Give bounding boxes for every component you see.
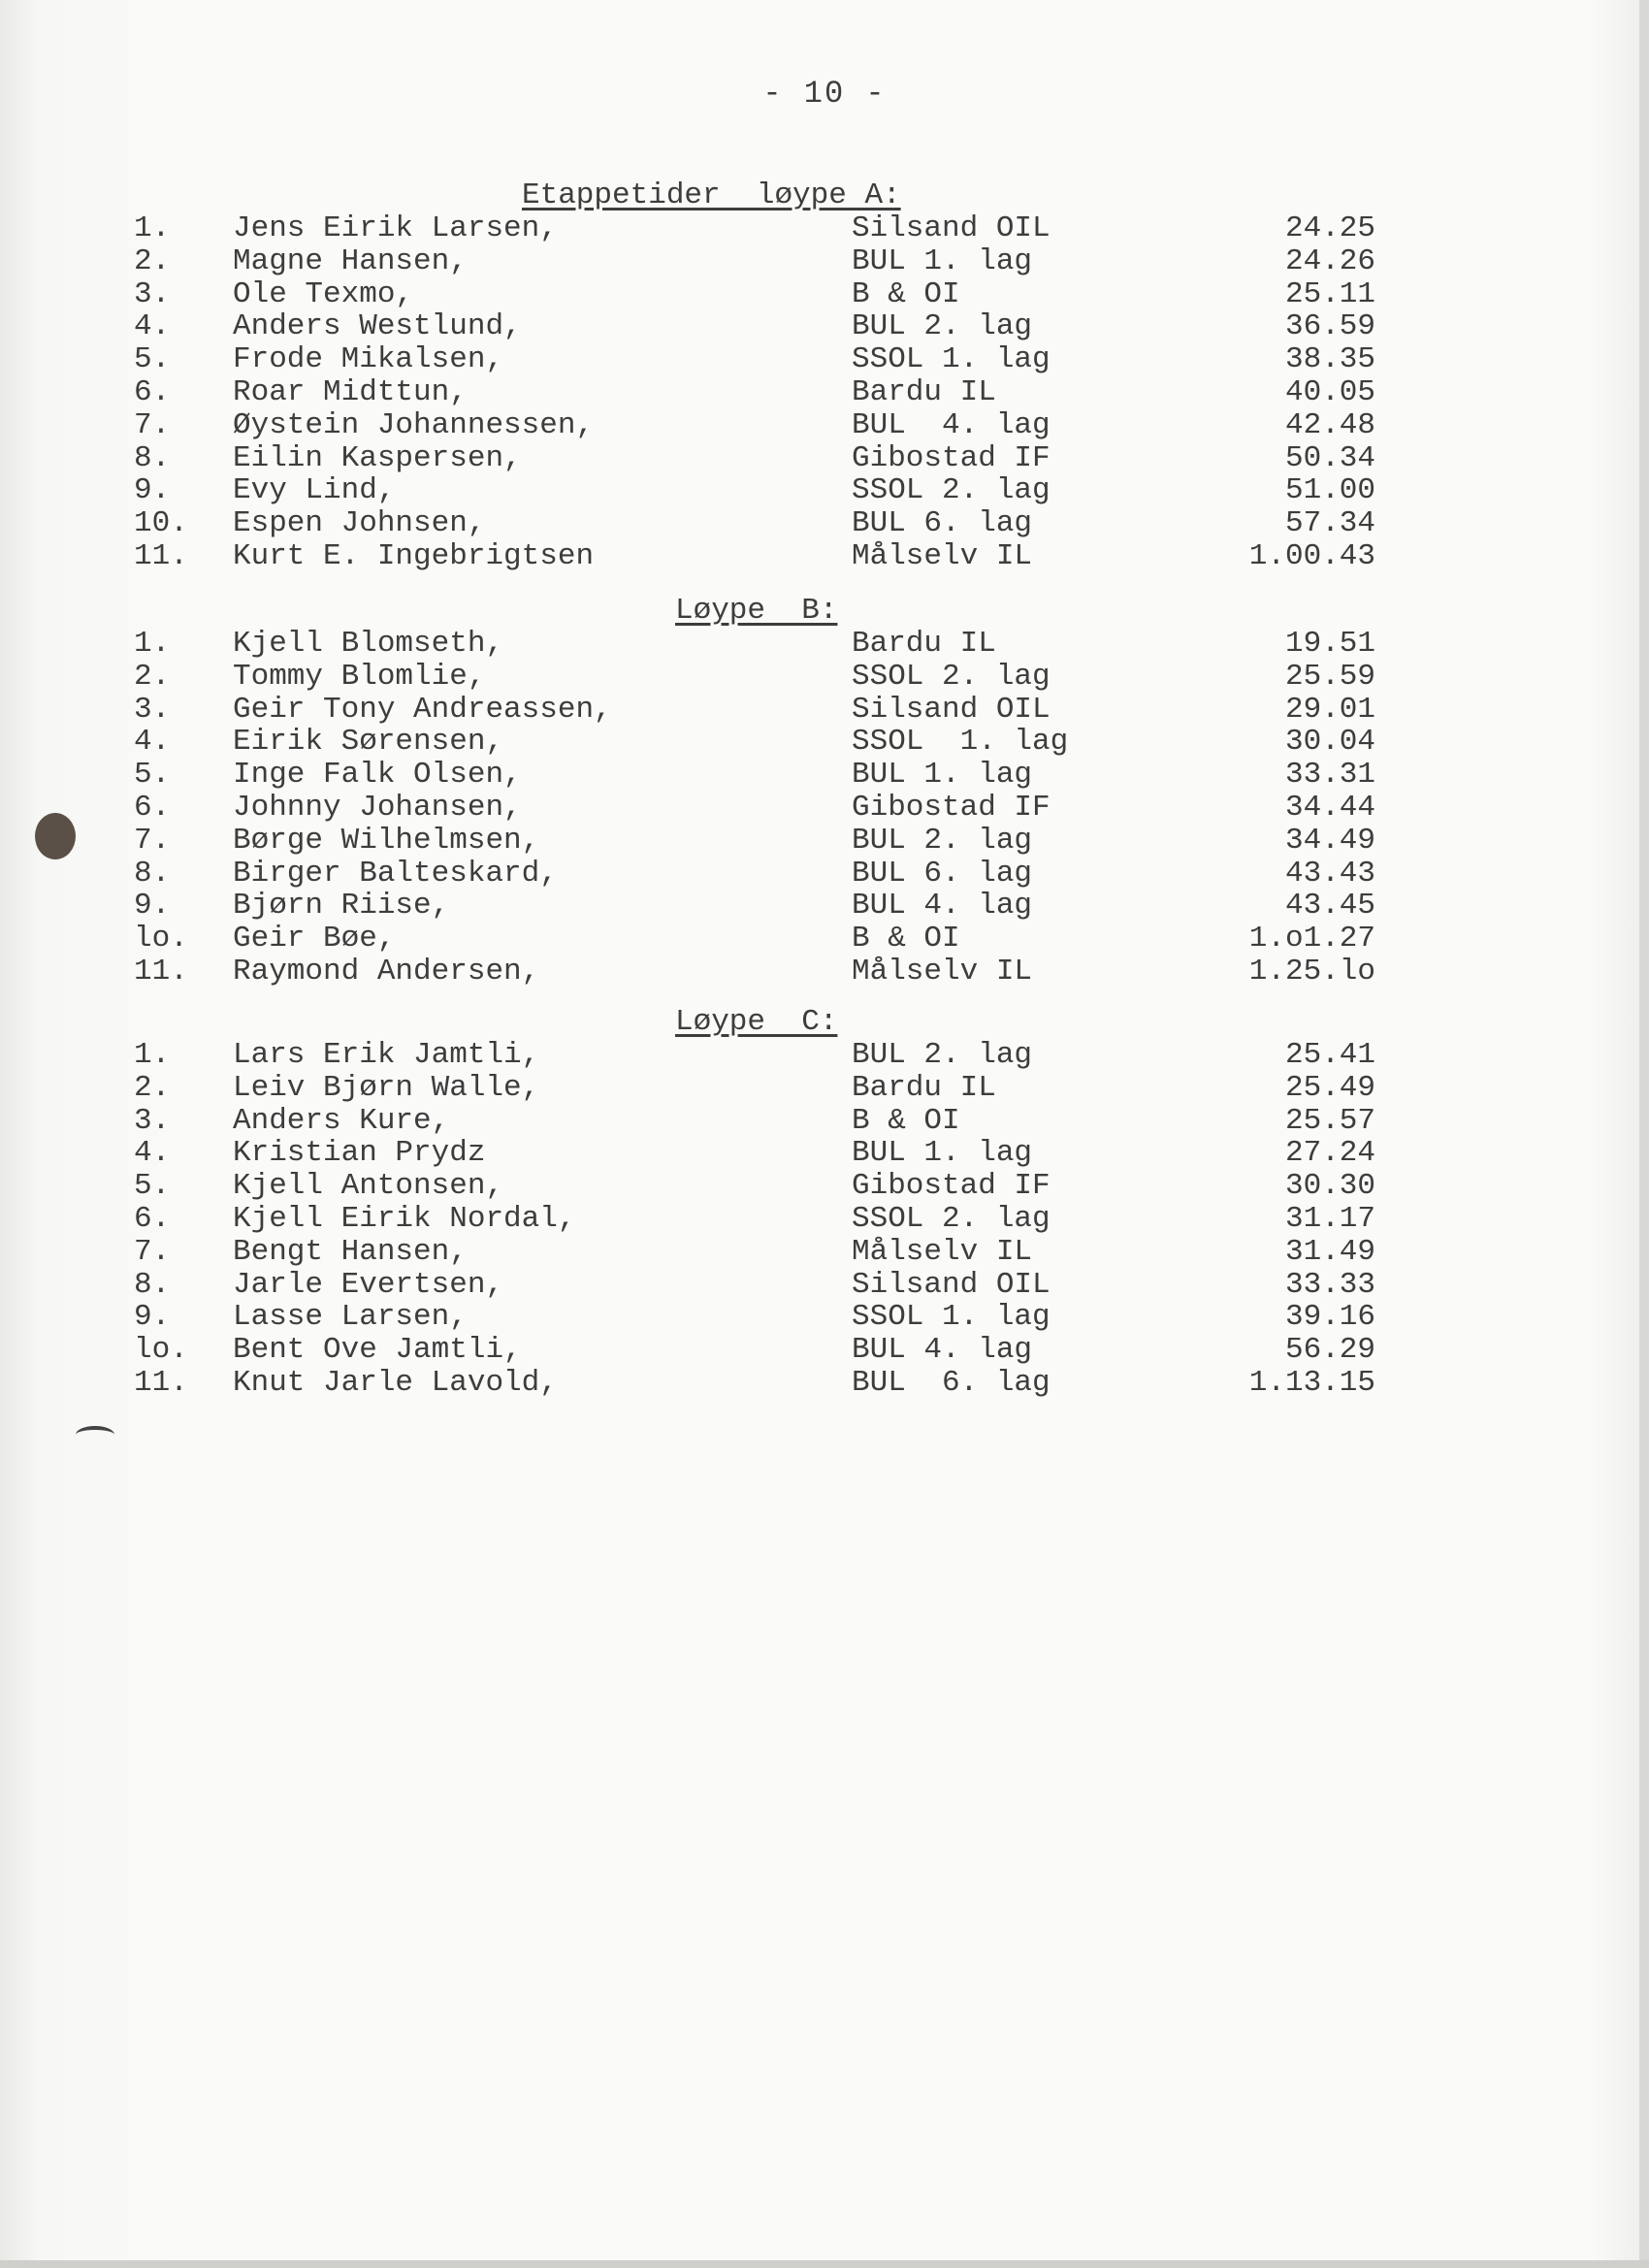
stage-time: 39.16 xyxy=(1284,1300,1375,1335)
stage-time: 1.13.15 xyxy=(1248,1366,1375,1400)
club-name: SSOL 2. lag xyxy=(852,1202,1051,1236)
athlete-name: Ole Texmo, xyxy=(233,276,414,311)
result-row xyxy=(0,627,1649,660)
result-row xyxy=(0,1366,1649,1399)
athlete-name: Børge Wilhelmsen, xyxy=(233,823,540,858)
stage-time: 42.48 xyxy=(1284,407,1375,442)
club-name: SSOL 1. lag xyxy=(852,725,1069,760)
result-row xyxy=(0,1038,1649,1071)
stage-time: 27.24 xyxy=(1284,1136,1375,1171)
stage-time: 34.44 xyxy=(1284,791,1375,825)
stage-time: 33.31 xyxy=(1284,758,1375,793)
rank-number: 8. xyxy=(134,440,171,475)
club-name: B & OI xyxy=(852,1103,960,1138)
athlete-name: Øystein Johannessen, xyxy=(233,407,595,442)
rank-number: 7. xyxy=(134,407,171,442)
athlete-name: Espen Johnsen, xyxy=(233,506,486,541)
result-row xyxy=(0,506,1649,539)
stage-time: 36.59 xyxy=(1284,309,1375,344)
rank-number: 8. xyxy=(134,856,171,891)
stage-time: 57.34 xyxy=(1284,506,1375,541)
club-name: BUL 4. lag xyxy=(852,407,1051,442)
result-row xyxy=(0,539,1649,572)
stage-time: 33.33 xyxy=(1284,1267,1375,1302)
stage-time: 56.29 xyxy=(1284,1333,1375,1368)
result-row xyxy=(0,473,1649,506)
club-name: B & OI xyxy=(852,922,960,956)
athlete-name: Knut Jarle Lavold, xyxy=(233,1366,558,1400)
rank-number: 2. xyxy=(134,1070,171,1105)
club-name: B & OI xyxy=(852,276,960,311)
athlete-name: Tommy Blomlie, xyxy=(233,659,486,694)
result-row xyxy=(0,375,1649,408)
rank-number: 2. xyxy=(134,243,171,278)
athlete-name: Kjell Antonsen, xyxy=(233,1169,504,1204)
result-row xyxy=(0,922,1649,955)
result-row xyxy=(0,1136,1649,1169)
stage-time: 30.30 xyxy=(1284,1169,1375,1204)
rank-number: 1. xyxy=(134,1038,171,1072)
athlete-name: Eirik Sørensen, xyxy=(233,725,504,760)
rank-number: 6. xyxy=(134,791,171,825)
rank-number: 3. xyxy=(134,1103,171,1138)
result-row xyxy=(0,824,1649,857)
athlete-name: Anders Westlund, xyxy=(233,309,522,344)
punch-hole-mark xyxy=(76,1426,114,1443)
club-name: Gibostad IF xyxy=(852,440,1051,475)
club-name: SSOL 2. lag xyxy=(852,473,1051,508)
result-row xyxy=(0,791,1649,824)
stage-time: 34.49 xyxy=(1284,823,1375,858)
stage-time: 25.59 xyxy=(1284,659,1375,694)
stage-time: 1.o1.27 xyxy=(1248,922,1375,956)
club-name: SSOL 1. lag xyxy=(852,342,1051,377)
club-name: BUL 6. lag xyxy=(852,1366,1051,1400)
rank-number: 5. xyxy=(134,758,171,793)
club-name: SSOL 2. lag xyxy=(852,659,1051,694)
club-name: SSOL 1. lag xyxy=(852,1300,1051,1335)
result-row xyxy=(0,1235,1649,1268)
stage-time: 31.49 xyxy=(1284,1234,1375,1269)
club-name: BUL 1. lag xyxy=(852,243,1033,278)
section-heading-a: Etappetider løype A: xyxy=(522,178,901,212)
result-row xyxy=(0,1333,1649,1366)
result-row xyxy=(0,725,1649,758)
rank-number: 1. xyxy=(134,627,171,661)
athlete-name: Geir Tony Andreassen, xyxy=(233,692,612,727)
stage-time: 1.00.43 xyxy=(1248,539,1375,573)
club-name: BUL 2. lag xyxy=(852,1038,1033,1072)
athlete-name: Bengt Hansen, xyxy=(233,1234,468,1269)
result-row xyxy=(0,408,1649,441)
stage-time: 38.35 xyxy=(1284,342,1375,377)
result-row xyxy=(0,857,1649,890)
rank-number: 4. xyxy=(134,1136,171,1171)
athlete-name: Lars Erik Jamtli, xyxy=(233,1038,540,1072)
athlete-name: Anders Kure, xyxy=(233,1103,450,1138)
result-row xyxy=(0,955,1649,988)
rank-number: 5. xyxy=(134,342,171,377)
athlete-name: Kjell Eirik Nordal, xyxy=(233,1202,576,1236)
rank-number: 4. xyxy=(134,309,171,344)
stage-time: 30.04 xyxy=(1284,725,1375,760)
page-number: - 10 - xyxy=(762,76,887,112)
athlete-name: Kjell Blomseth, xyxy=(233,627,504,661)
club-name: Bardu IL xyxy=(852,627,996,661)
result-row xyxy=(0,342,1649,375)
rank-number: 9. xyxy=(134,473,171,508)
rank-number: 2. xyxy=(134,659,171,694)
stage-time: 31.17 xyxy=(1284,1202,1375,1236)
athlete-name: Birger Balteskard, xyxy=(233,856,558,891)
rank-number: 8. xyxy=(134,1267,171,1302)
stage-time: 40.05 xyxy=(1284,375,1375,409)
rank-number: lo. xyxy=(134,1333,188,1368)
stage-time: 24.25 xyxy=(1284,211,1375,245)
paper-edge-bottom xyxy=(0,2260,1649,2268)
result-row xyxy=(0,1202,1649,1235)
rank-number: 11. xyxy=(134,955,188,988)
stage-time: 43.45 xyxy=(1284,889,1375,923)
athlete-name: Frode Mikalsen, xyxy=(233,342,504,377)
athlete-name: Kristian Prydz xyxy=(233,1136,486,1171)
result-row xyxy=(0,1300,1649,1333)
result-row xyxy=(0,1104,1649,1137)
result-row xyxy=(0,1169,1649,1202)
athlete-name: Jarle Evertsen, xyxy=(233,1267,504,1302)
stage-time: 24.26 xyxy=(1284,243,1375,278)
stage-time: 51.00 xyxy=(1284,473,1375,508)
club-name: BUL 4. lag xyxy=(852,1333,1033,1368)
rank-number: 9. xyxy=(134,1300,171,1335)
athlete-name: Raymond Andersen, xyxy=(233,955,540,988)
result-row xyxy=(0,693,1649,726)
rank-number: 10. xyxy=(134,506,188,541)
club-name: Målselv IL xyxy=(852,539,1033,573)
athlete-name: Eilin Kaspersen, xyxy=(233,440,522,475)
rank-number: 7. xyxy=(134,823,171,858)
club-name: Målselv IL xyxy=(852,1234,1033,1269)
athlete-name: Bent Ove Jamtli, xyxy=(233,1333,522,1368)
club-name: Silsand OIL xyxy=(852,692,1051,727)
section-heading-c: Løype C: xyxy=(675,1005,838,1039)
club-name: BUL 1. lag xyxy=(852,758,1033,793)
stage-time: 50.34 xyxy=(1284,440,1375,475)
athlete-name: Magne Hansen, xyxy=(233,243,468,278)
rank-number: 7. xyxy=(134,1234,171,1269)
club-name: BUL 2. lag xyxy=(852,309,1033,344)
club-name: Silsand OIL xyxy=(852,1267,1051,1302)
athlete-name: Kurt E. Ingebrigtsen xyxy=(233,539,595,573)
stage-time: 25.49 xyxy=(1284,1070,1375,1105)
club-name: BUL 1. lag xyxy=(852,1136,1033,1171)
rank-number: lo. xyxy=(134,922,188,956)
club-name: BUL 4. lag xyxy=(852,889,1033,923)
result-row xyxy=(0,277,1649,310)
rank-number: 4. xyxy=(134,725,171,760)
club-name: Silsand OIL xyxy=(852,211,1051,245)
athlete-name: Lasse Larsen, xyxy=(233,1300,468,1335)
athlete-name: Bjørn Riise, xyxy=(233,889,450,923)
rank-number: 1. xyxy=(134,211,171,245)
rank-number: 3. xyxy=(134,692,171,727)
result-row xyxy=(0,758,1649,791)
result-row xyxy=(0,1071,1649,1104)
result-row xyxy=(0,1268,1649,1301)
stage-time: 29.01 xyxy=(1284,692,1375,727)
rank-number: 6. xyxy=(134,375,171,409)
club-name: Gibostad IF xyxy=(852,791,1051,825)
stage-time: 43.43 xyxy=(1284,856,1375,891)
athlete-name: Geir Bøe, xyxy=(233,922,396,956)
athlete-name: Roar Midttun, xyxy=(233,375,468,409)
rank-number: 9. xyxy=(134,889,171,923)
result-row xyxy=(0,309,1649,342)
club-name: Gibostad IF xyxy=(852,1169,1051,1204)
stage-time: 25.57 xyxy=(1284,1103,1375,1138)
stage-time: 25.41 xyxy=(1284,1038,1375,1072)
athlete-name: Johnny Johansen, xyxy=(233,791,522,825)
stage-time: 25.11 xyxy=(1284,276,1375,311)
result-row xyxy=(0,889,1649,922)
rank-number: 6. xyxy=(134,1202,171,1236)
stage-time: 19.51 xyxy=(1284,627,1375,661)
club-name: BUL 6. lag xyxy=(852,856,1033,891)
result-row xyxy=(0,441,1649,474)
club-name: Bardu IL xyxy=(852,1070,996,1105)
result-row xyxy=(0,211,1649,244)
stage-time: 1.25.lo xyxy=(1248,955,1375,988)
club-name: BUL 6. lag xyxy=(852,506,1033,541)
section-heading-b: Løype B: xyxy=(675,594,838,628)
result-row xyxy=(0,660,1649,693)
rank-number: 11. xyxy=(134,539,188,573)
athlete-name: Inge Falk Olsen, xyxy=(233,758,522,793)
rank-number: 5. xyxy=(134,1169,171,1204)
athlete-name: Jens Eirik Larsen, xyxy=(233,211,558,245)
result-row xyxy=(0,244,1649,277)
athlete-name: Evy Lind, xyxy=(233,473,396,508)
club-name: Målselv IL xyxy=(852,955,1033,988)
athlete-name: Leiv Bjørn Walle, xyxy=(233,1070,540,1105)
rank-number: 11. xyxy=(134,1366,188,1400)
club-name: BUL 2. lag xyxy=(852,823,1033,858)
rank-number: 3. xyxy=(134,276,171,311)
club-name: Bardu IL xyxy=(852,375,996,409)
